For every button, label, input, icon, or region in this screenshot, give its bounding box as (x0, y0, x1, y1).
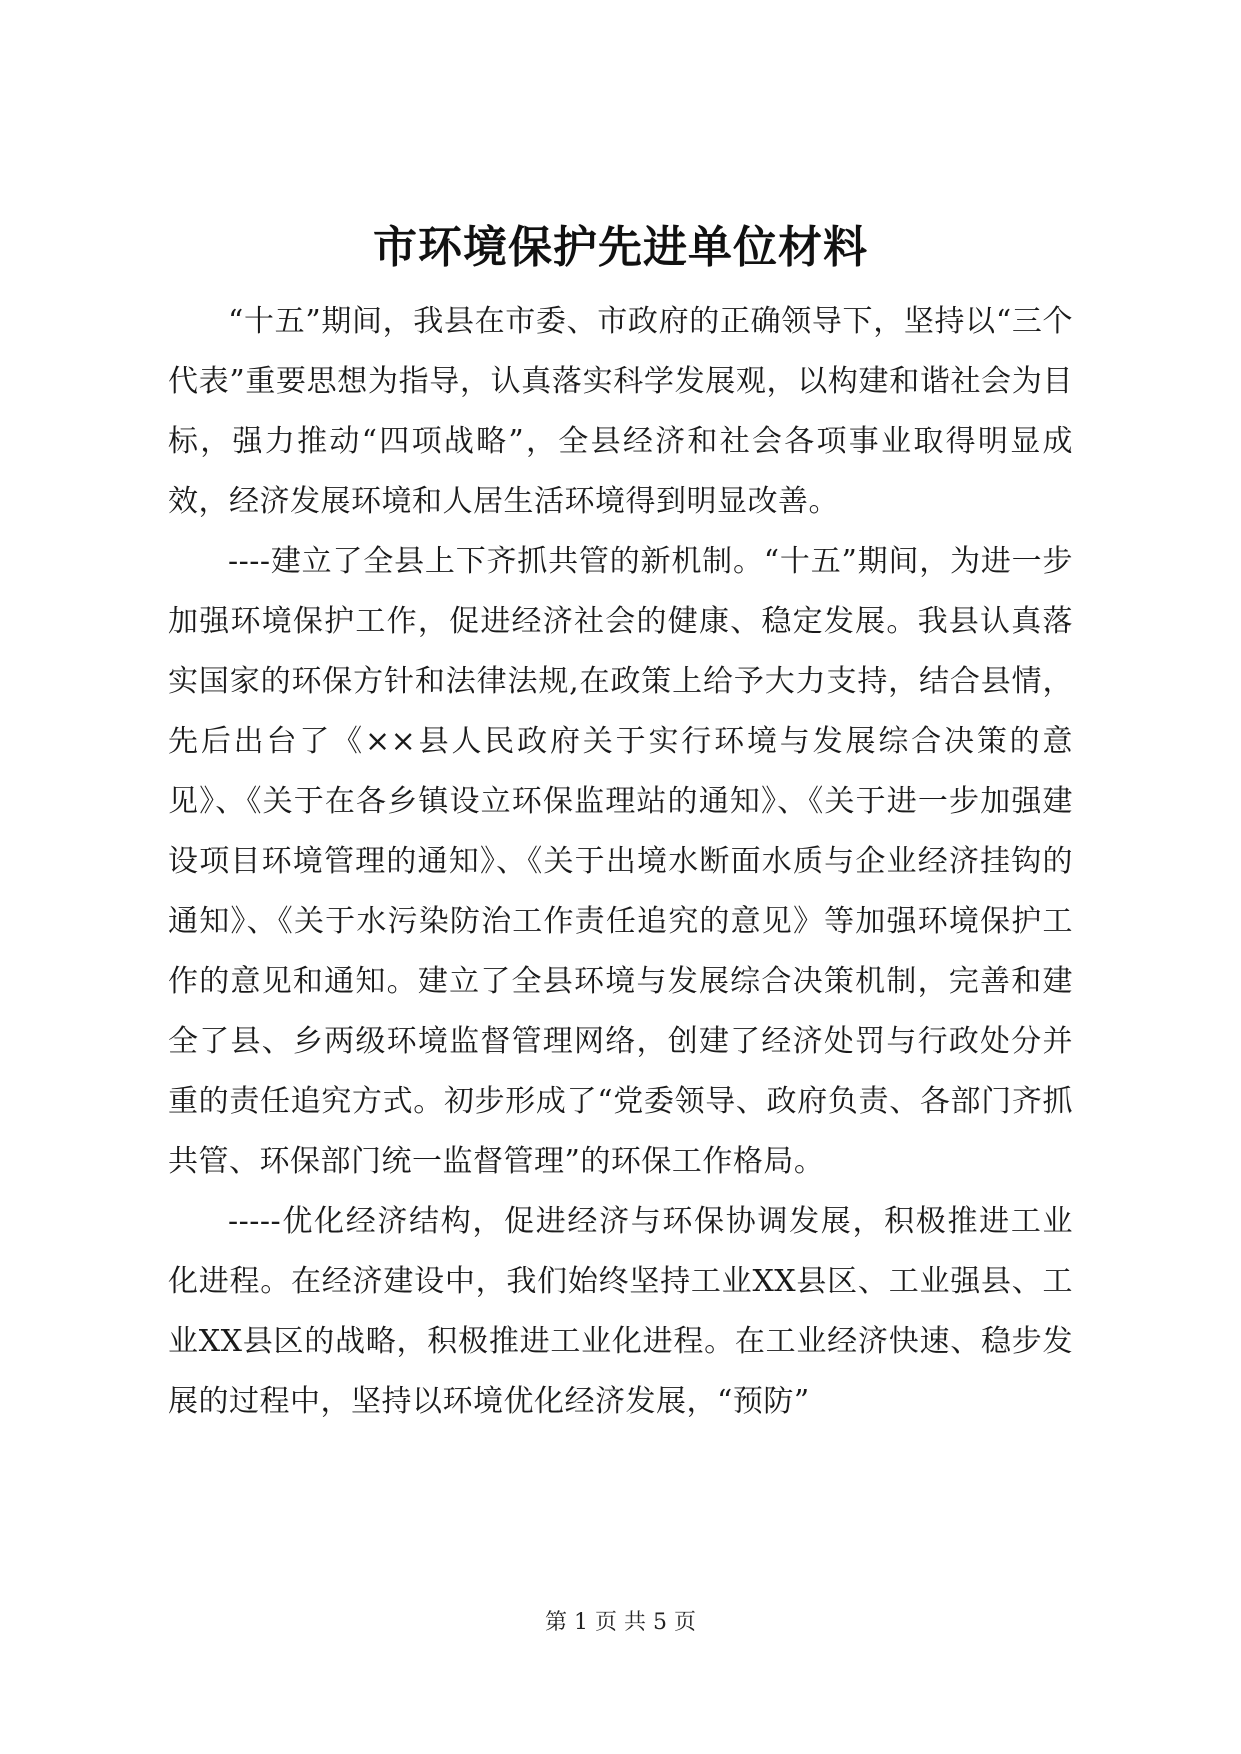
document-body (168, 292, 1073, 1432)
paragraph-intro: “十五”期间，我县在市委、市政府的正确领导下，坚持以“三个代表”重要思想为指导，认真落实科学发展观，以构建和谐社会为目标，强力推动“四项战略”，全县经济和社会各项事业取得明显成效，经济发展环境和人居生活环境得到明显改善。 (168, 304, 1073, 519)
paragraph-mechanism: ----建立了全县上下齐抓共管的新机制。“十五”期间，为进一步加强环境保护工作，促进经济社会的健康、稳定发展。我县认真落实国家的环保方针和法律法规,在政策上给予大力支持，结合县情，先后出台了《××县人民政府关于实行环境与发展综合决策的意见》、《关于在各乡镇设立环保监理站的通知》、《关于进一步加强建设项目环境管理的通知》、《关于出境水断面水质与企业经济挂钩的通知》、《关于水污染防治工作责任追究的意见》等加强环境保护工作的意见和通知。建立了全县环境与发展综合决策机制，完善和建全了县、乡两级环境监督管理网络，创建了经济处罚与行政处分并重的责任追究方式。初步形成了“党委领导、政府负责、各部门齐抓共管、环保部门统一监督管理”的环保工作格局。 (168, 544, 1073, 1179)
document-title: 市环境保护先进单位材料 (373, 222, 868, 273)
page-number-footer: 第 1 页 共 5 页 (545, 1610, 696, 1635)
paragraph-economic-structure: -----优化经济结构，促进经济与环保协调发展，积极推进工业化进程。在经济建设中，我们始终坚持工业XX县区、工业强县、工业XX县区的战略，积极推进工业化进程。在工业经济快速、稳步发展的过程中，坚持以环境优化经济发展，“预防” (168, 1204, 1073, 1419)
